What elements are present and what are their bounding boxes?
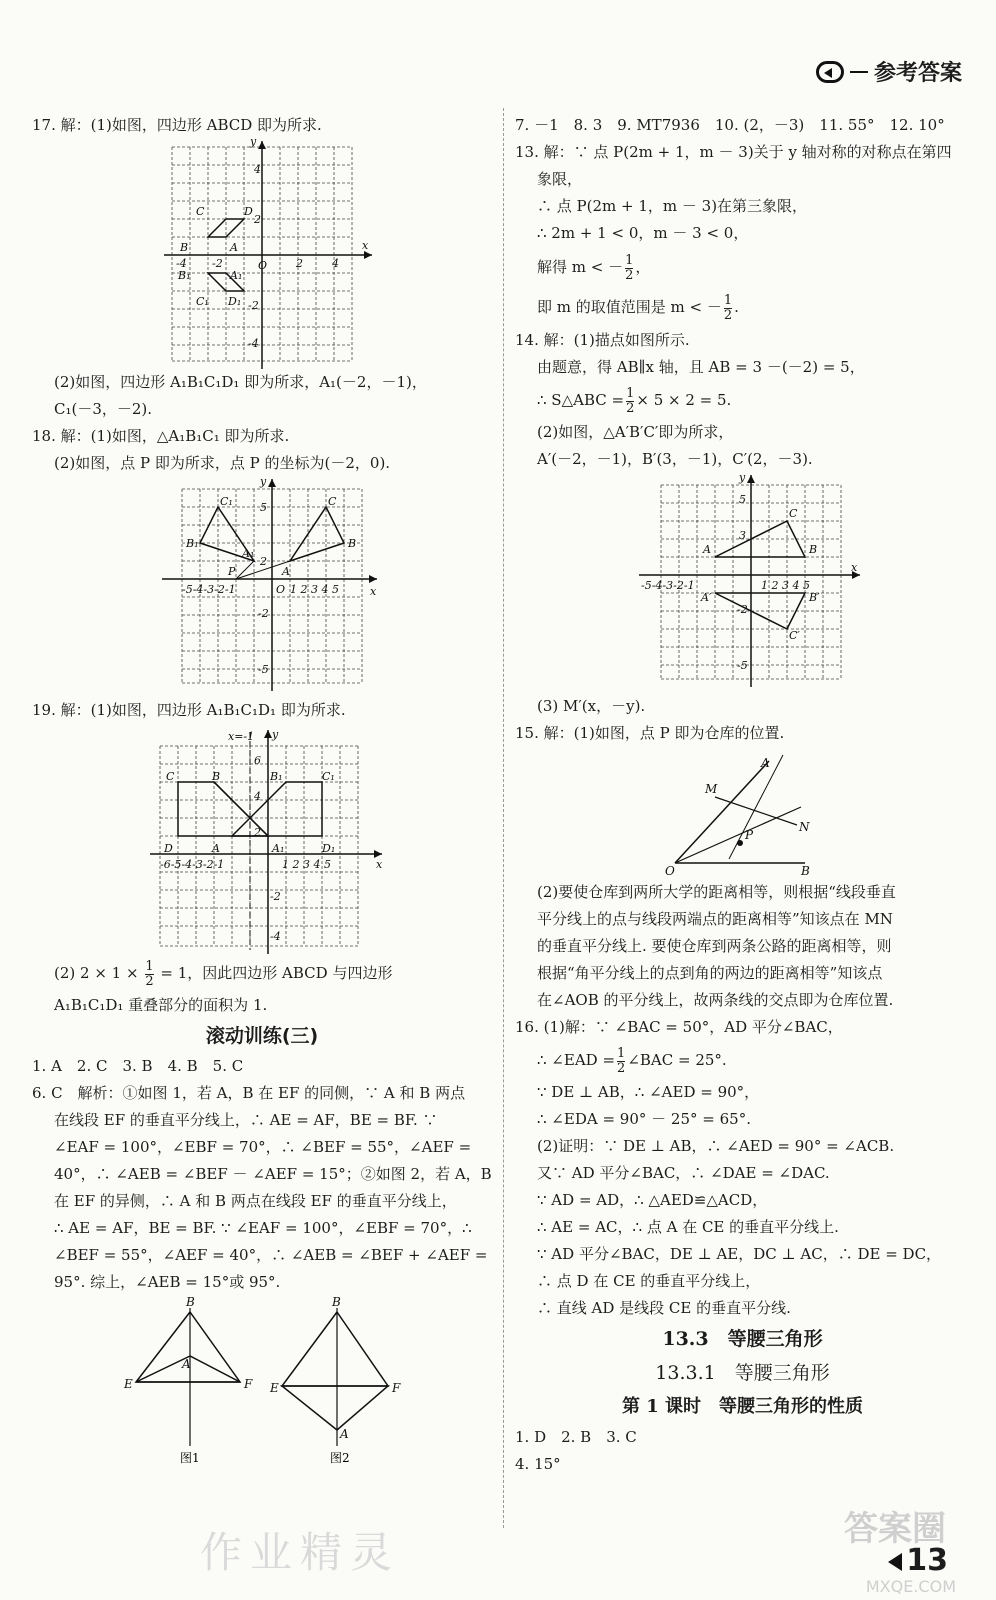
svg-text:A₁: A₁: [230, 269, 243, 282]
q14-line1: 14. 解：(1)描点如图所示.: [515, 331, 690, 349]
q6-line3: ∠EAF = 100°，∠EBF = 70°，∴ ∠BEF = 55°，∠AEF =: [54, 1138, 472, 1156]
svg-text:3: 3: [739, 529, 746, 542]
back-arrow-icon: [816, 61, 844, 83]
q16-frac-den: 2: [617, 1060, 626, 1076]
svg-text:B: B: [809, 543, 818, 556]
q16-line4: ∴ ∠EDA = 90° － 25° = 65°.: [537, 1110, 751, 1128]
svg-text:1 2 3 4 5: 1 2 3 4 5: [282, 858, 331, 871]
svg-text:2: 2: [254, 213, 261, 226]
svg-text:C₁: C₁: [322, 770, 335, 783]
q17-line3: C₁(－3，－2).: [54, 400, 153, 418]
section-13-3-1: 13.3.1 等腰三角形: [655, 1362, 830, 1384]
svg-text:B: B: [348, 537, 357, 550]
q15-figure: [515, 747, 970, 879]
svg-text:-4: -4: [270, 930, 281, 943]
svg-text:N: N: [799, 820, 810, 834]
q13-frac1-num: 1: [625, 252, 634, 268]
page-number: [888, 1543, 948, 1578]
q19-fraction: [145, 960, 153, 989]
svg-text:A: A: [230, 241, 238, 254]
svg-text:D₁: D₁: [322, 842, 336, 855]
svg-text:C: C: [196, 205, 205, 218]
q13-line5-b: ，: [635, 258, 651, 276]
q19-frac-num: 1: [145, 958, 154, 974]
svg-text:B′: B′: [809, 591, 820, 604]
q14-line2: 由题意，得 AB∥x 轴，且 AB = 3 －(－2) = 5，: [537, 358, 865, 376]
q15-line6: 在∠AOB 的平分线上，故两条线的交点即为仓库位置.: [537, 991, 894, 1009]
fig2-caption: 图2: [330, 1451, 350, 1465]
header-dash: [850, 71, 868, 73]
svg-text:-5: -5: [737, 659, 748, 672]
q16-line6: 又∵ AD 平分∠BAC，∴ ∠DAE = ∠DAC.: [537, 1164, 830, 1182]
q16-line10: ∴ 点 D 在 CE 的垂直平分线上，: [537, 1272, 761, 1290]
answers-7-12: 7. －1 8. 3 9. MT7936 10. (2，－3) 11. 55° 12. 10°: [515, 116, 945, 134]
q17-line1: 17. 解：(1)如图，四边形 ABCD 即为所求.: [32, 116, 322, 134]
q14-line5: A′(－2，－1)，B′(3，－1)，C′(2，－3).: [537, 450, 813, 468]
svg-text:A: A: [761, 756, 770, 770]
svg-text:P: P: [228, 565, 236, 578]
q14-line3: [515, 381, 970, 419]
svg-text:A′: A′: [701, 591, 712, 604]
svg-text:B: B: [801, 864, 810, 878]
svg-text:y: y: [739, 473, 746, 484]
right-column: [515, 112, 970, 1478]
svg-text:E: E: [124, 1377, 133, 1391]
svg-text:D: D: [164, 842, 173, 855]
svg-text:B: B: [186, 1296, 195, 1309]
svg-text:M: M: [705, 782, 718, 796]
q16-line5: (2)证明：∵ DE ⊥ AB，∴ ∠AED = 90° = ∠ACB.: [537, 1137, 895, 1155]
svg-text:-2: -2: [737, 603, 748, 616]
svg-text:A₁: A₁: [242, 547, 255, 560]
svg-text:O: O: [276, 583, 286, 596]
q18-grid-figure: [32, 477, 492, 697]
section-title-rolling-training: 滚动训练(三): [205, 1025, 319, 1047]
svg-text:O: O: [258, 259, 268, 272]
q6-line1: 6. C 解析：①如图 1，若 A，B 在 EF 的同侧，∵ A 和 B 两点: [32, 1084, 466, 1102]
triangle-icon: [888, 1553, 902, 1571]
svg-text:4: 4: [332, 257, 339, 270]
q14-line3-b: × 5 × 2 = 5.: [636, 391, 732, 409]
svg-text:x: x: [851, 561, 858, 574]
q13-line2: 象限，: [537, 170, 583, 188]
svg-text:2: 2: [296, 257, 303, 270]
svg-text:4: 4: [254, 790, 261, 803]
svg-text:4: 4: [254, 163, 261, 176]
svg-text:5: 5: [260, 501, 267, 514]
q14-frac-num: 1: [626, 385, 635, 401]
q19-line2: [32, 954, 492, 992]
q16-line1: 16. (1)解：∵ ∠BAC = 50°，AD 平分∠BAC，: [515, 1018, 843, 1036]
q16-line2-b: ∠BAC = 25°.: [627, 1051, 727, 1069]
q13-frac1: [625, 254, 633, 283]
answers-1-5: 1. A 2. C 3. B 4. B 5. C: [32, 1057, 244, 1075]
q16-line9: ∵ AD 平分∠BAC，DE ⊥ AE，DC ⊥ AC，∴ DE = DC，: [537, 1245, 942, 1263]
q14-line3-a: ∴ S△ABC =: [537, 391, 625, 409]
q16-line8: ∴ AE = AC，∴ 点 A 在 CE 的垂直平分线上.: [537, 1218, 839, 1236]
svg-text:-2: -2: [212, 257, 223, 270]
q13-line5-a: 解得 m < －: [537, 258, 624, 276]
svg-text:C: C: [166, 770, 175, 783]
q13-line3: ∴ 点 P(2m + 1，m － 3)在第三象限，: [537, 197, 808, 215]
q19-line1: 19. 解：(1)如图，四边形 A₁B₁C₁D₁ 即为所求.: [32, 701, 346, 719]
q14-line4: (2)如图，△A′B′C′即为所求，: [537, 423, 734, 441]
svg-text:-2: -2: [248, 299, 259, 312]
q18-line1: 18. 解：(1)如图，△A₁B₁C₁ 即为所求.: [32, 427, 290, 445]
q6-line4: 40°，∴ ∠AEB = ∠BEF － ∠AEF = 15°；②如图 2，若 A，B: [54, 1165, 492, 1183]
q13-frac2: [724, 294, 732, 323]
svg-text:-4: -4: [176, 257, 187, 270]
q6-figures: [32, 1296, 492, 1466]
svg-text:-4: -4: [248, 337, 259, 350]
q13-line6-a: 即 m 的取值范围是 m < －: [537, 298, 722, 316]
q13-frac2-num: 1: [723, 292, 733, 308]
svg-text:B: B: [212, 770, 221, 783]
svg-text:2: 2: [254, 826, 261, 839]
header-title: 参考答案: [873, 61, 962, 86]
svg-text:C: C: [328, 495, 337, 508]
column-divider: [503, 108, 504, 1528]
q16-line3: ∵ DE ⊥ AB，∴ ∠AED = 90°，: [537, 1083, 760, 1101]
svg-text:x: x: [370, 585, 377, 598]
svg-text:x=-1: x=-1: [228, 730, 255, 743]
svg-text:B: B: [332, 1296, 341, 1309]
q14-frac-den: 2: [626, 400, 635, 416]
watermark-site: MXQE.COM: [865, 1577, 956, 1596]
svg-text:-2: -2: [258, 607, 269, 620]
q13-line1: 13. 解：∵ 点 P(2m + 1，m － 3)关于 y 轴对称的对称点在第四: [515, 143, 952, 161]
svg-text:-5-4-3-2-1: -5-4-3-2-1: [182, 583, 236, 596]
svg-text:E: E: [270, 1381, 279, 1395]
svg-text:F: F: [244, 1377, 253, 1391]
section-13-3: 13.3 等腰三角形: [662, 1328, 823, 1350]
svg-text:x: x: [362, 239, 369, 252]
watermark-logo: 答案圈: [844, 1509, 946, 1549]
q14-line6: (3) M′(x，－y).: [537, 697, 646, 715]
q19-line3: A₁B₁C₁D₁ 重叠部分的面积为 1.: [54, 996, 268, 1014]
q16-frac-num: 1: [617, 1045, 626, 1061]
q13-line6-b: .: [734, 298, 739, 316]
svg-text:C₁: C₁: [196, 295, 209, 308]
answers-1-3: 1. D 2. B 3. C: [515, 1428, 637, 1446]
svg-text:A: A: [340, 1427, 349, 1441]
watermark-text: 作业精灵: [200, 1528, 401, 1577]
svg-text:2: 2: [260, 555, 267, 568]
svg-text:-6-5-4-3-2-1: -6-5-4-3-2-1: [160, 858, 225, 871]
svg-text:-5-4-3-2-1: -5-4-3-2-1: [641, 579, 695, 592]
q6-line8: 95°. 综上，∠AEB = 15°或 95°.: [54, 1273, 281, 1291]
svg-text:B: B: [180, 241, 189, 254]
svg-text:O: O: [665, 864, 675, 878]
svg-text:5: 5: [739, 493, 746, 506]
q14-frac: [626, 387, 634, 416]
q16-frac: [617, 1047, 625, 1076]
svg-text:x: x: [376, 858, 383, 871]
q16-line2: [515, 1041, 970, 1079]
svg-text:P: P: [745, 828, 754, 842]
fig1-caption: 图1: [180, 1451, 200, 1465]
q13-line4: ∴ 2m + 1 < 0，m － 3 < 0，: [537, 224, 749, 242]
q19-line2-b: = 1，因此四边形 ABCD 与四边形: [160, 964, 393, 982]
svg-text:y: y: [250, 139, 257, 148]
q19-line2-a: (2) 2 × 1 ×: [54, 964, 139, 982]
svg-text:C: C: [789, 507, 798, 520]
svg-text:y: y: [272, 728, 279, 741]
svg-text:y: y: [260, 477, 267, 488]
q19-grid-figure: [32, 724, 492, 954]
svg-text:A₁: A₁: [272, 842, 285, 855]
q15-line3: 平分线上的点与线段两端点的距离相等”知该点在 MN: [537, 910, 893, 928]
svg-text:A: A: [212, 842, 220, 855]
svg-text:-2: -2: [270, 890, 281, 903]
q19-frac-den: 2: [145, 973, 154, 989]
q15-line4: 的垂直平分线上. 要使仓库到两条公路的距离相等，则: [537, 937, 892, 955]
svg-text:A: A: [182, 1357, 191, 1371]
q13-line6: [515, 287, 970, 327]
svg-text:F: F: [392, 1381, 401, 1395]
q6-line5: 在 EF 的异侧，∴ A 和 B 两点在线段 EF 的垂直平分线上，: [54, 1192, 457, 1210]
q16-line7: ∵ AD = AD，∴ △AED≌△ACD，: [537, 1191, 768, 1209]
q13-line5: [515, 247, 970, 287]
svg-text:6: 6: [254, 754, 261, 767]
q18-line2: (2)如图，点 P 即为所求，点 P 的坐标为(－2，0).: [54, 454, 391, 472]
q15-line2: (2)要使仓库到两所大学的距离相等，则根据“线段垂直: [537, 883, 896, 901]
page-number-text: 13: [906, 1543, 948, 1578]
svg-text:D: D: [244, 205, 253, 218]
svg-text:A: A: [703, 543, 711, 556]
q15-line5: 根据“角平分线上的点到角的两边的距离相等”知该点: [537, 964, 883, 982]
q13-frac1-den: 2: [625, 267, 634, 283]
q15-line1: 15. 解：(1)如图，点 P 即为仓库的位置.: [515, 724, 785, 742]
q6-line2: 在线段 EF 的垂直平分线上，∴ AE = AF，BE = BF. ∵: [54, 1111, 438, 1129]
q17-grid-figure: [32, 139, 492, 369]
q6-line7: ∠BEF = 55°，∠AEF = 40°，∴ ∠AEB = ∠BEF + ∠AEF =: [54, 1246, 488, 1264]
svg-text:C′: C′: [789, 629, 800, 642]
svg-text:B₁: B₁: [186, 537, 199, 550]
q14-grid-figure: [515, 473, 970, 693]
svg-text:C₁: C₁: [220, 495, 233, 508]
q16-line11: ∴ 直线 AD 是线段 CE 的垂直平分线.: [537, 1299, 791, 1317]
svg-text:1 2 3 4 5: 1 2 3 4 5: [761, 579, 810, 592]
q17-line2: (2)如图，四边形 A₁B₁C₁D₁ 即为所求，A₁(－2，－1)，: [54, 373, 427, 391]
q6-line6: ∴ AE = AF，BE = BF. ∵ ∠EAF = 100°，∠EBF = 70°，∴: [54, 1219, 472, 1237]
svg-text:B₁: B₁: [270, 770, 283, 783]
svg-text:B₁: B₁: [178, 269, 191, 282]
svg-text:-5: -5: [258, 663, 269, 676]
svg-text:A: A: [282, 565, 290, 578]
svg-text:1 2 3 4 5: 1 2 3 4 5: [290, 583, 339, 596]
answer-4: 4. 15°: [515, 1455, 561, 1473]
svg-text:D₁: D₁: [228, 295, 242, 308]
lesson-title: 第 1 课时 等腰三角形的性质: [621, 1396, 864, 1417]
page-header: [816, 56, 962, 87]
q16-line2-a: ∴ ∠EAD =: [537, 1051, 616, 1069]
q13-frac2-den: 2: [723, 307, 733, 323]
left-column: [32, 112, 492, 1466]
